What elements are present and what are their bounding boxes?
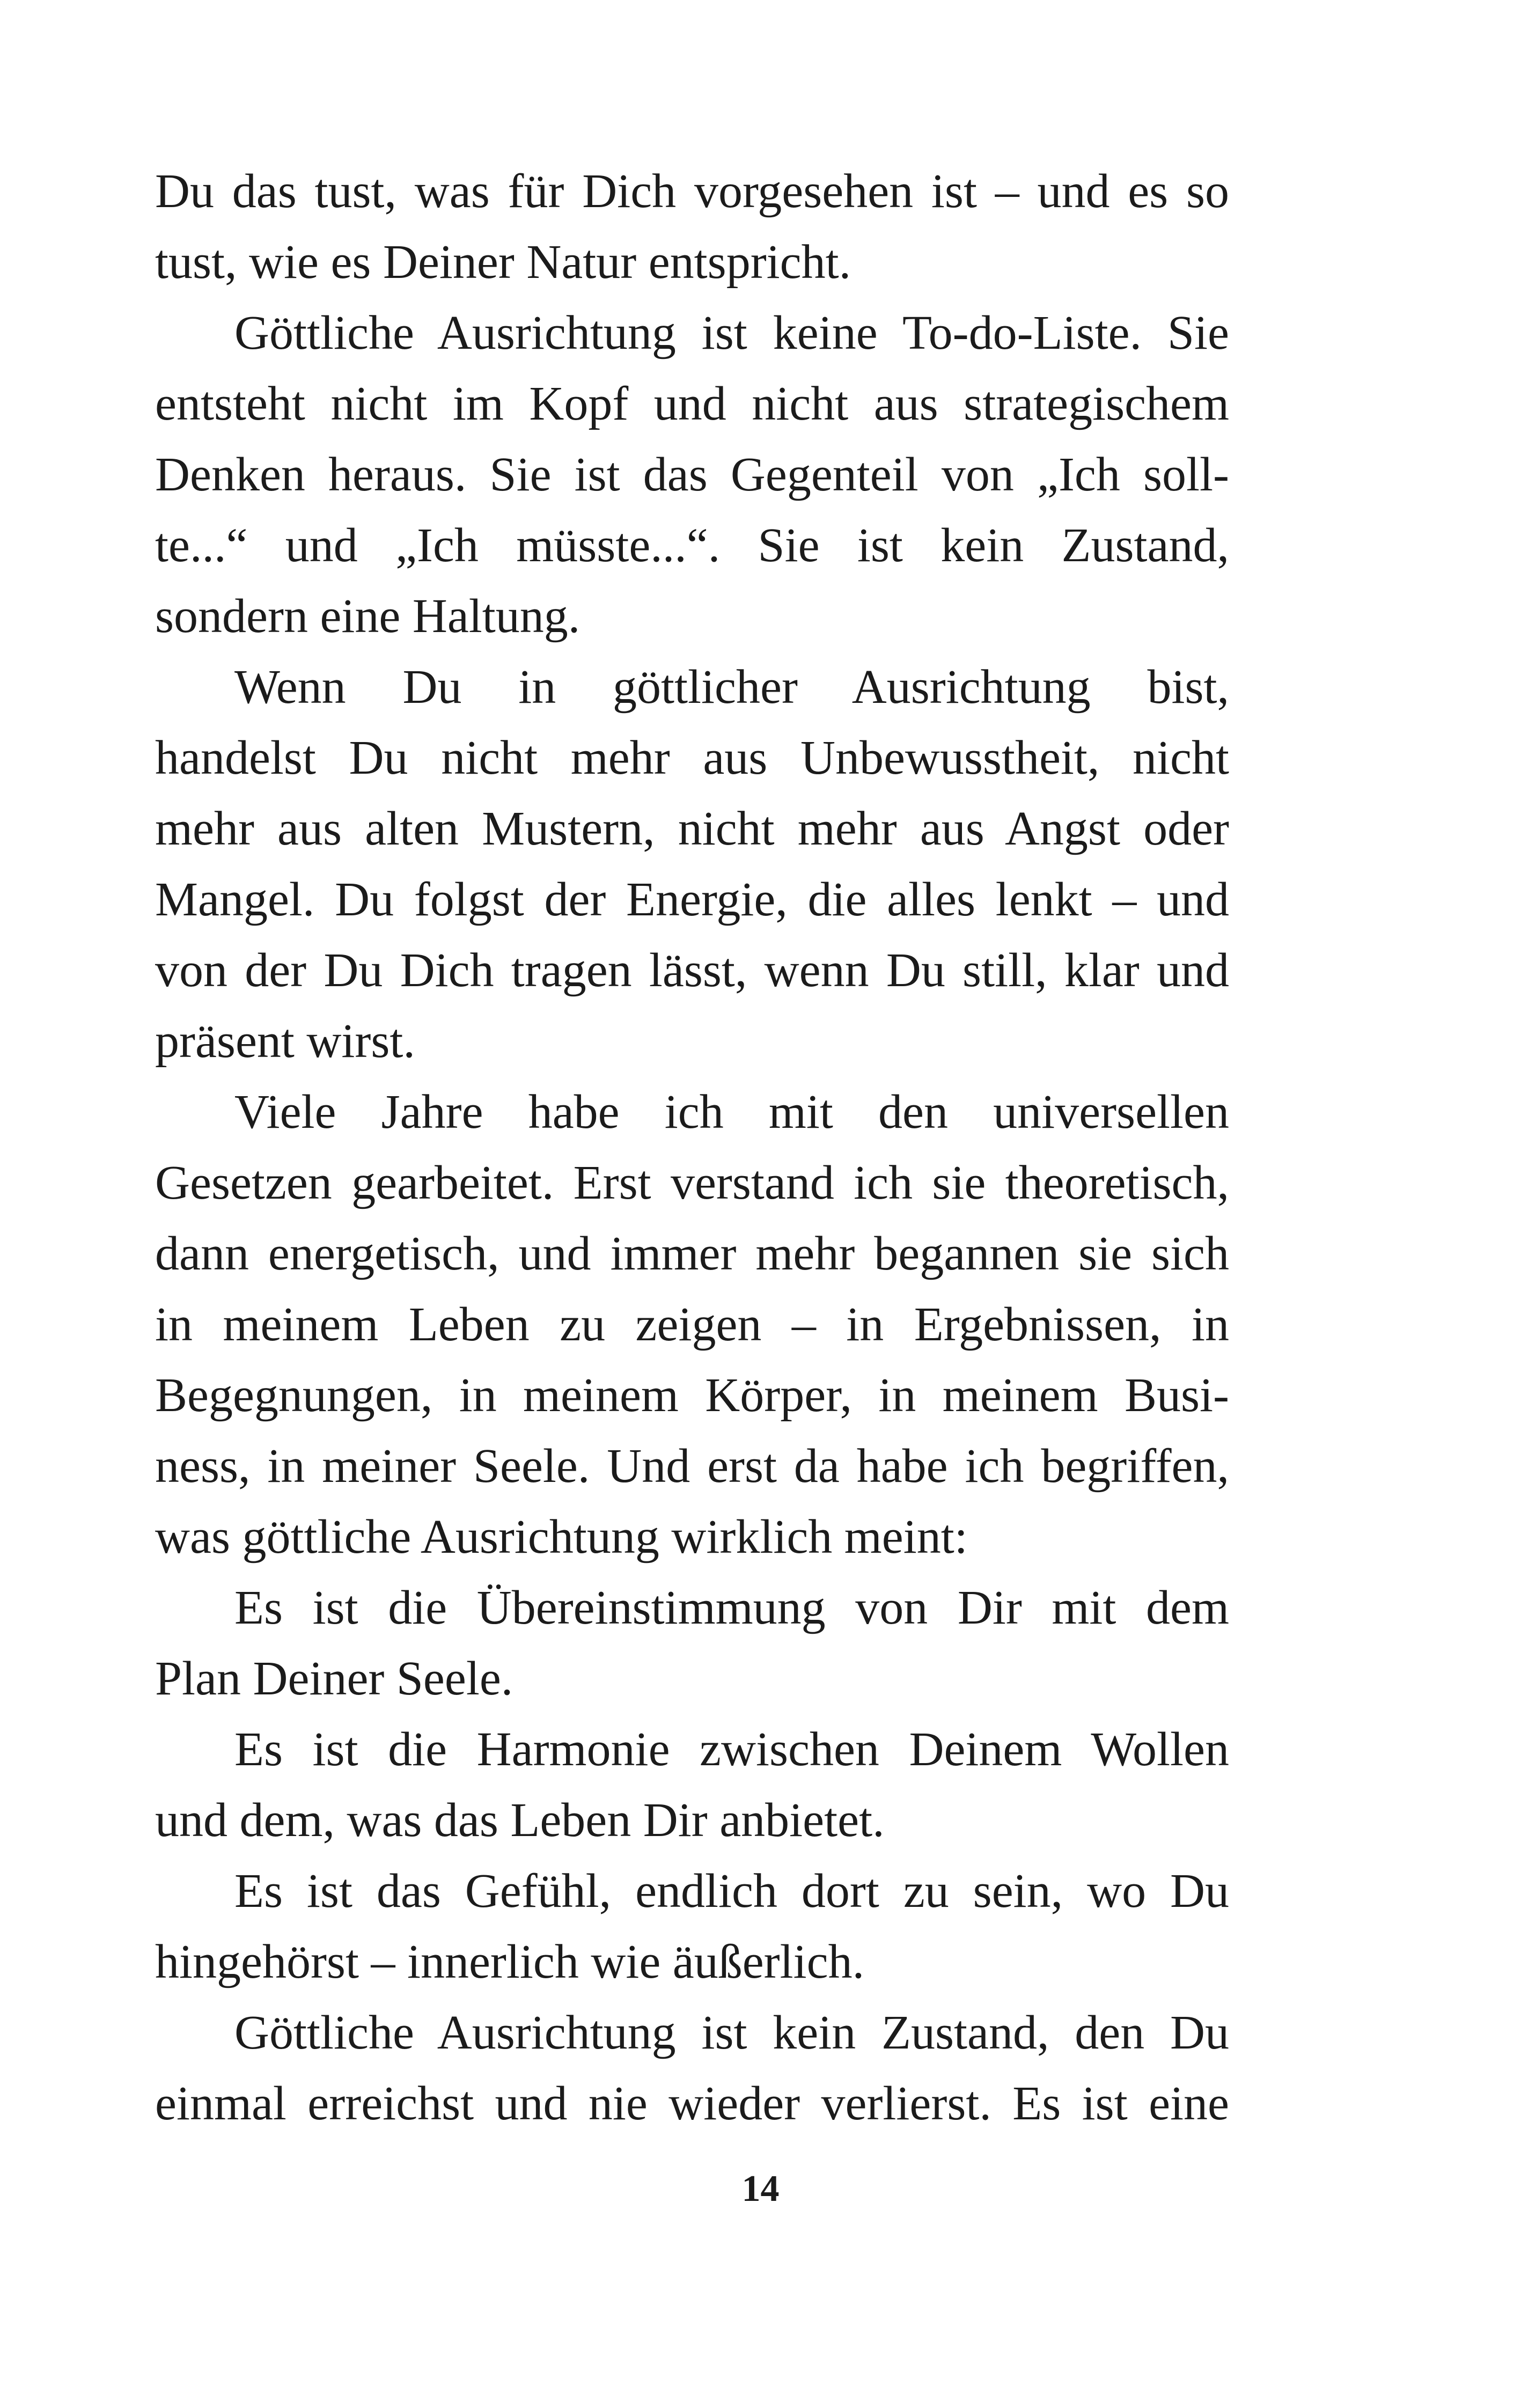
text-line: von der Du Dich tragen lässt, wenn Du still, klar und [155,944,1229,997]
text-line: was göttliche Ausrichtung wirklich meint: [155,1510,968,1563]
text-line: Es ist die Harmonie zwischen Deinem Wollen [234,1723,1229,1776]
text-line: und dem, was das Leben Dir anbietet. [155,1794,885,1847]
text-line: handelst Du nicht mehr aus Unbewusstheit, nicht [155,731,1229,784]
text-line: Göttliche Ausrichtung ist kein Zustand, den Du [234,2006,1229,2059]
text-line: Denken heraus. Sie ist das Gegenteil von „Ich soll- [155,448,1229,501]
text-line: Göttliche Ausrichtung ist keine To-do-Liste. Sie [234,306,1229,359]
text-line: in meinem Leben zu zeigen – in Ergebnissen, in [155,1298,1229,1351]
page-number: 14 [741,2168,780,2209]
text-line: Wenn Du in göttlicher Ausrichtung bist, [234,660,1229,714]
text-line: tust, wie es Deiner Natur entspricht. [155,236,851,289]
text-line: Begegnungen, in meinem Körper, in meinem Busi- [155,1369,1229,1422]
text-line: mehr aus alten Mustern, nicht mehr aus Angst oder [155,802,1229,855]
text-line: präsent wirst. [155,1015,415,1068]
text-line: Viele Jahre habe ich mit den universellen [234,1085,1229,1139]
text-line: einmal erreichst und nie wieder verlierst. Es ist eine [155,2077,1229,2130]
text-line: sondern eine Haltung. [155,590,581,643]
body-text [155,156,1229,2139]
text-line: Es ist die Übereinstimmung von Dir mit dem [234,1581,1229,1634]
text-line: dann energetisch, und immer mehr begannen sie sich [155,1227,1229,1280]
text-line: Gesetzen gearbeitet. Erst verstand ich sie theoretisch, [155,1156,1229,1209]
text-line: entsteht nicht im Kopf und nicht aus strategischem [155,377,1229,430]
text-line: ness, in meiner Seele. Und erst da habe ich begriffen, [155,1440,1229,1493]
text-line: Plan Deiner Seele. [155,1652,513,1705]
text-line: hingehörst – innerlich wie äußerlich. [155,1935,865,1988]
text-line: Mangel. Du folgst der Energie, die alles lenkt – und [155,873,1229,926]
text-line: Du das tust, was für Dich vorgesehen ist – und es so [155,165,1229,218]
text-line: Es ist das Gefühl, endlich dort zu sein, wo Du [234,1864,1229,1918]
text-line: te...“ und „Ich müsste...“. Sie ist kein Zustand, [155,519,1229,572]
